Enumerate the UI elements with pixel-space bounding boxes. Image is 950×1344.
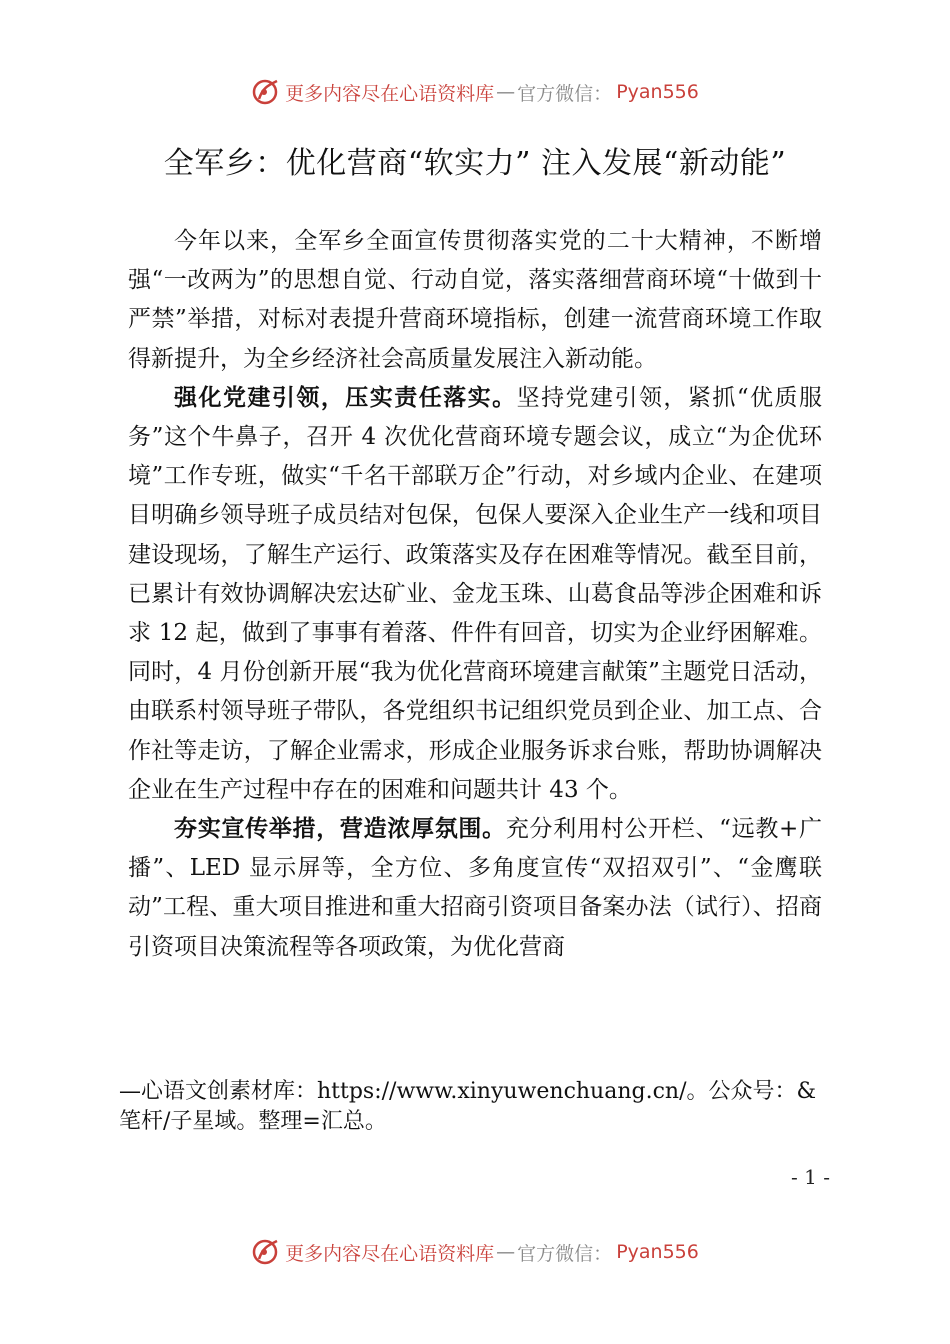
- watermark-dash: —: [496, 81, 516, 103]
- paragraph-2: [128, 379, 822, 810]
- watermark-main-text: 更多内容尽在心语资料库: [285, 82, 495, 105]
- watermark-dash: —: [496, 1241, 516, 1263]
- paragraph-1-text: 今年以来，全军乡全面宣传贯彻落实党的二十大精神，不断增强“一改两为”的思想自觉、行动自觉，落实落细营商环境“十做到十严禁”举措，对标对表提升营商环境指标，创建一流营商环境工作取得新提升，为全乡经济社会高质量发展注入新动能。: [128, 228, 822, 372]
- footnote: —心语文创素材库：https://www.xinyuwenchuang.cn/。公众号：&笔杆/子星域。整理=汇总。: [119, 1079, 817, 1134]
- page-number: - 1 -: [791, 1165, 830, 1189]
- paragraph-3-text: 充分利用村公开栏、“远教+广播”、LED 显示屏等，全方位、多角度宣传“双招双引”、“金鹰联动”工程、重大项目推进和重大招商引资项目备案办法（试行）、招商引资项目决策流程等各项政策，为优化营商: [128, 816, 823, 960]
- watermark-logo-icon: [251, 1237, 281, 1267]
- paragraph-1: [128, 222, 822, 379]
- paragraph-3: [128, 810, 822, 967]
- article-title: 全军乡：优化营商“软实力” 注入发展“新动能”: [163, 146, 787, 181]
- watermark-logo-icon: [251, 77, 281, 107]
- article-body: [128, 222, 822, 967]
- watermark-sub-text: 官方微信：: [517, 1242, 613, 1265]
- watermark-footer: [0, 1232, 950, 1272]
- watermark-header: [0, 72, 950, 112]
- paragraph-2-text: 坚持党建引领，紧抓“优质服务”这个牛鼻子，召开 4 次优化营商环境专题会议，成立“为企优环境”工作专班，做实“千名干部联万企”行动，对乡域内企业、在建项目明确乡领导班子成员结对包保，包保人要深入企业生产一线和项目建设现场，了解生产运行、政策落实及存在困难等情况。截至目前，已累计有效协调解决宏达矿业、金龙玉珠、山葛食品等涉企困难和诉求 12 起，做到了事事有着落、件件有回音，切实为企业纾困解难。同时，4 月份创新开展“我为优化营商环境建言献策”主题党日活动，由联系村领导班子带队，各党组织书记组织党员到企业、加工点、合作社等走访，了解企业需求，形成企业服务诉求台账，帮助协调解决企业在生产过程中存在的困难和问题共计 43 个。: [128, 384, 822, 803]
- watermark-sub-text: 官方微信：: [517, 82, 613, 105]
- paragraph-2-lead: 强化党建引领，压实责任落实。: [174, 384, 517, 411]
- watermark-wechat-id: Pyan556: [616, 81, 699, 103]
- paragraph-3-lead: 夯实宣传举措，营造浓厚氛围。: [174, 816, 506, 843]
- watermark-main-text: 更多内容尽在心语资料库: [285, 1242, 495, 1265]
- watermark-wechat-id: Pyan556: [616, 1241, 699, 1263]
